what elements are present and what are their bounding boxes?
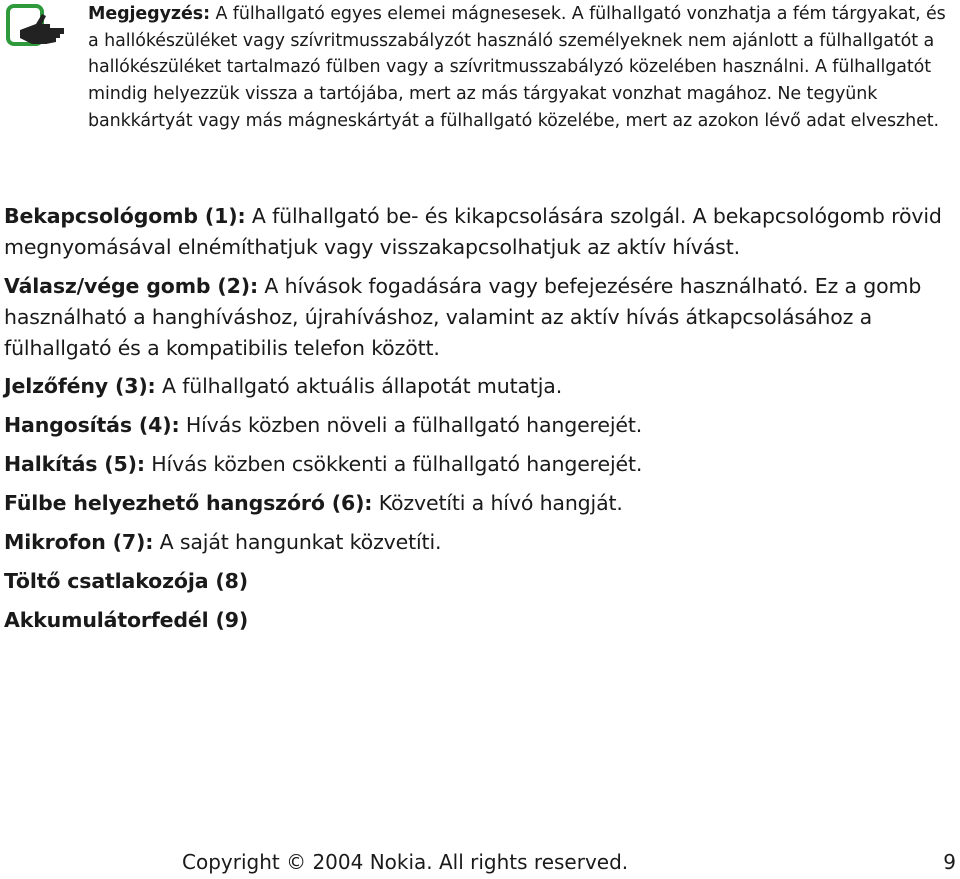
list-item-answer-end-button xyxy=(4,271,944,364)
magnetic-warning-note xyxy=(88,1,948,135)
copyright-text: Copyright © 2004 Nokia. All rights reserved. xyxy=(182,850,629,874)
note-label: Megjegyzés: xyxy=(88,4,210,24)
list-item-microphone xyxy=(4,527,944,558)
list-item-power-button xyxy=(4,201,944,263)
desc-indicator-light: A fülhallgató aktuális állapotát mutatja. xyxy=(155,374,563,398)
desc-power-button: A fülhallgató be- és kikapcsolására szolgál. A bekapcsológomb rövid megnyomásával elnémíthatjuk vagy visszakapcsolhatjuk az aktív hívást. xyxy=(4,204,942,259)
list-item-earpiece xyxy=(4,488,944,519)
desc-earpiece: Közvetíti a hívó hangját. xyxy=(372,491,623,515)
page-number: 9 xyxy=(943,850,956,874)
term-charger-connector: Töltő csatlakozója (8) xyxy=(4,569,248,593)
term-earpiece: Fülbe helyezhető hangszóró (6): xyxy=(4,491,373,515)
desc-answer-end-button: A hívások fogadására vagy befejezésére használható. Ez a gomb használható a hanghíváshoz, újrahíváshoz, valamint az aktív hívás átkapcsolásához a fülhallgató és a kompatibilis telefon között. xyxy=(4,274,922,360)
term-power-button: Bekapcsológomb (1): xyxy=(4,204,246,228)
desc-microphone: A saját hangunkat közvetíti. xyxy=(153,530,442,554)
term-battery-cover: Akkumulátorfedél (9) xyxy=(4,608,249,632)
term-volume-down: Halkítás (5): xyxy=(4,452,145,476)
list-item-battery-cover xyxy=(4,605,944,636)
parts-description-list xyxy=(4,201,944,636)
list-item-charger-connector xyxy=(4,566,944,597)
note-text: A fülhallgató egyes elemei mágnesesek. A fülhallgató vonzhatja a fém tárgyakat, és a hallókészüléket vagy szívritmusszabályzót használó személyeknek nem ajánlott a fülhallgatót a hallókészüléket tartalmazó fülben vagy a szívritmusszabályzó közelében használni. A fülhallgatót mindig helyezzük vissza a tartójába, mert az más tárgyakat vonzhat magához. Ne tegyünk bankkártyát vagy más mágneskártyát a fülhallgató közelébe, mert az azokon lévő adat elveszhet. xyxy=(88,4,946,131)
desc-volume-up: Hívás közben növeli a fülhallgató hangerejét. xyxy=(179,413,643,437)
list-item-volume-up xyxy=(4,410,944,441)
desc-volume-down: Hívás közben csökkenti a fülhallgató hangerejét. xyxy=(144,452,643,476)
term-answer-end-button: Válasz/vége gomb (2): xyxy=(4,274,259,298)
list-item-indicator-light xyxy=(4,371,944,402)
note-hand-icon xyxy=(6,4,68,48)
list-item-volume-down xyxy=(4,449,944,480)
term-indicator-light: Jelzőfény (3): xyxy=(4,374,156,398)
page-footer xyxy=(0,850,960,878)
term-microphone: Mikrofon (7): xyxy=(4,530,154,554)
term-volume-up: Hangosítás (4): xyxy=(4,413,180,437)
